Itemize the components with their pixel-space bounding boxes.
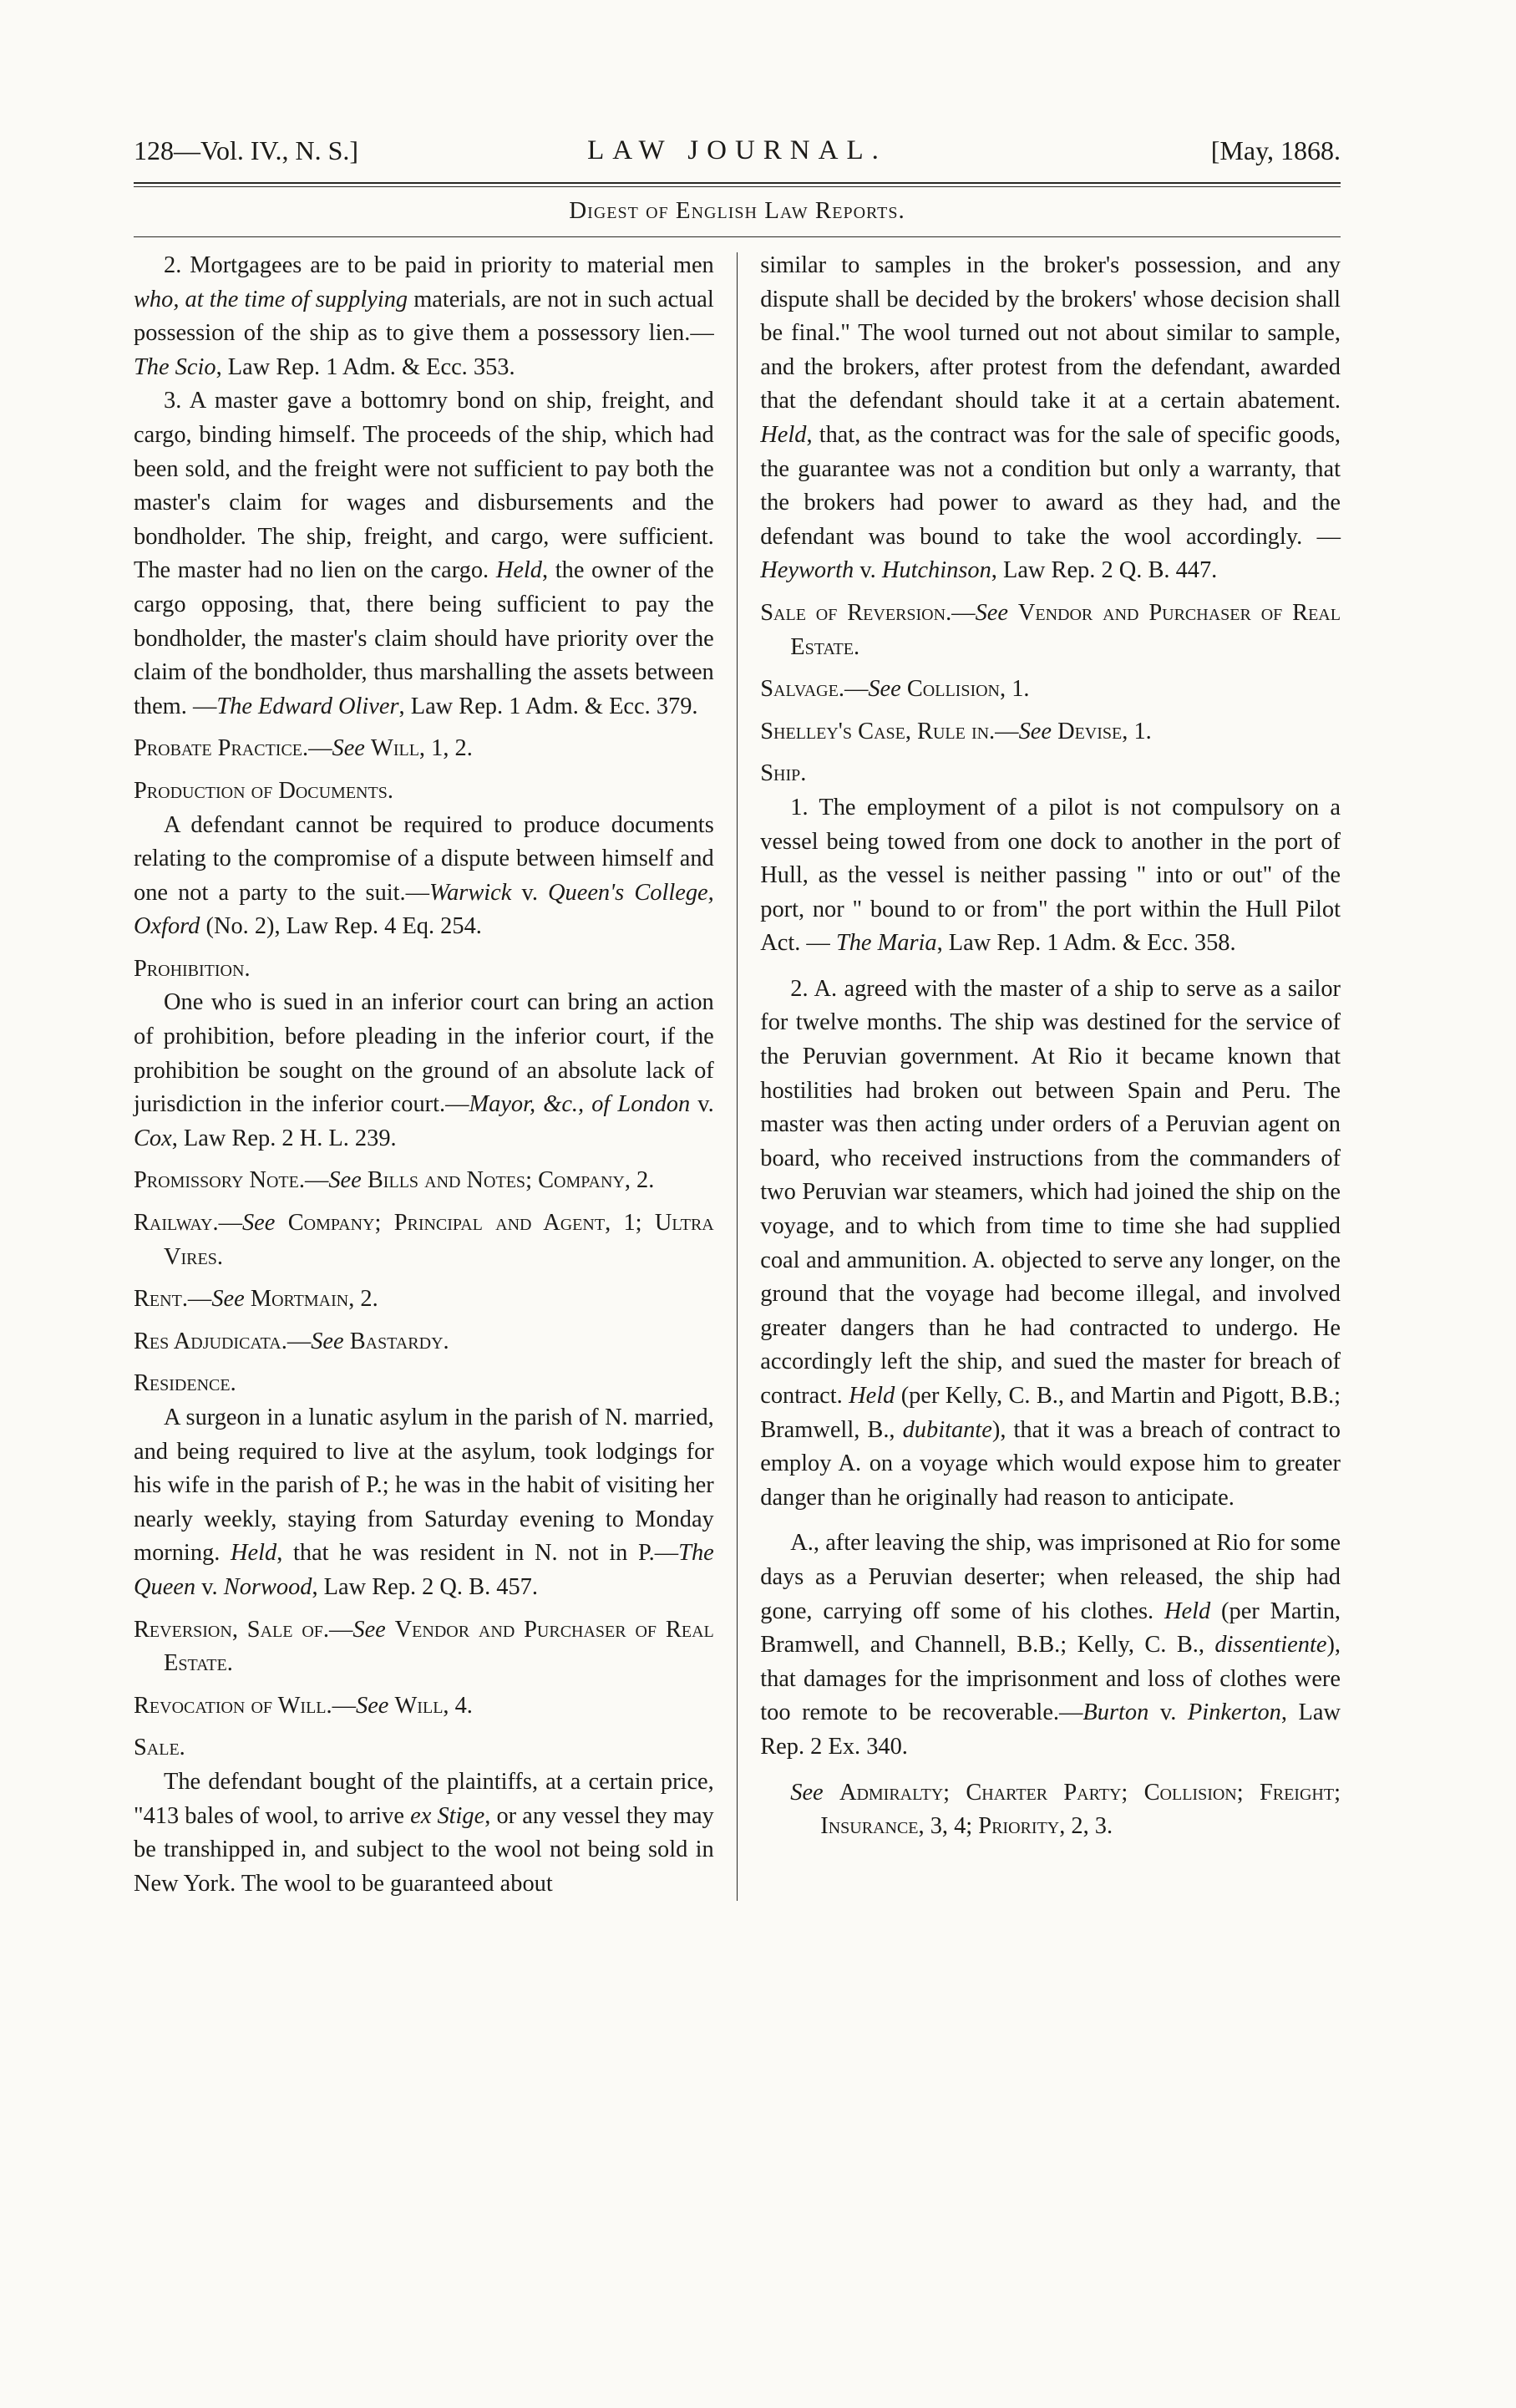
digest-entry: The defendant bought of the plaintiffs, at a certain price, "413 bales of wool, to arrive ex Stige, or any vessel they may be transhipped in, and subject to the wool not being sold in New York. The wool to be guaranteed about [134, 1768, 714, 1897]
right-column [738, 249, 1341, 1901]
cross-reference: See Admiralty; Charter Party; Collision; Freight; Insurance, 3, 4; Priority, 2, 3. [790, 1779, 1341, 1840]
digest-heading: Sale of Reversion.—See Vendor and Purchaser of Real Estate. [760, 599, 1341, 660]
section-title: Digest of English Law Reports. [569, 197, 905, 224]
journal-title: LAW JOURNAL. [587, 135, 887, 165]
digest-entry: A., after leaving the ship, was imprisoned at Rio for some days as a Peruvian deserter; when released, the ship had gone, carrying off some of his clothes. Held (per Martin, Bramwell, and Channell, B.B.; Kelly, C. B., dissentiente), that damages for the imprisonment and loss of clothes were too remote to be recoverable.—Burton v. Pinkerton, Law Rep. 2 Ex. 340. [760, 1530, 1341, 1760]
digest-heading: Reversion, Sale of.—See Vendor and Purchaser of Real Estate. [134, 1616, 714, 1677]
digest-entry: 3. A master gave a bottomry bond on ship, freight, and cargo, binding himself. The proceeds of the ship, which had been sold, and the freight were not sufficient to pay both the master's claim for wages and disbursements and the bondholder. The ship, freight, and cargo, were sufficient. The master had no lien on the cargo. Held, the owner of the cargo opposing, that, there being sufficient to pay the bondholder, the master's claim should have priority over the claim of the bondholder, thus marshalling the assets between them. —The Edward Oliver, Law Rep. 1 Adm. & Ecc. 379. [134, 388, 714, 719]
digest-heading: Res Adjudicata.—See Bastardy. [134, 1328, 449, 1354]
digest-heading: Shelley's Case, Rule in.—See Devise, 1. [760, 718, 1152, 744]
digest-heading: Revocation of Will.—See Will, 4. [134, 1692, 473, 1719]
issue-date: [May, 1868. [1210, 135, 1341, 165]
digest-heading: Production of Documents. [134, 777, 393, 804]
digest-entry: A surgeon in a lunatic asylum in the parish of N. married, and being required to live at the asylum, took lodgings for his wife in the parish of P.; he was in the habit of visiting her nearly weekly, staying from Saturday evening to Monday morning. Held, that he was resident in N. not in P.—The Queen v. Norwood, Law Rep. 2 Q. B. 457. [134, 1405, 714, 1600]
digest-entry: 2. A. agreed with the master of a ship to serve as a sailor for twelve months. The ship was destined for the service of the Peruvian government. At Rio it became known that hostilities had broken out between Spain and Peru. The master was then acting under orders of a Peruvian agent on board, who received instructions from the commanders of two Peruvian war steamers, which had joined the ship on the voyage, and to which from time to time she had supplied coal and ammunition. A. objected to serve any longer, on the ground that the voyage had become illegal, and involved greater dangers than he had contracted to undergo. He accordingly left the ship, and sued the master for breach of contract. Held (per Kelly, C. B., and Martin and Pigott, B.B.; Bramwell, B., dubitante), that it was a breach of contract to employ A. on a voyage which would expose him to greater danger than he originally had reason to anticipate. [760, 975, 1341, 1511]
journal-page [134, 125, 1341, 2365]
digest-heading: Prohibition. [134, 955, 251, 982]
digest-heading: Promissory Note.—See Bills and Notes; Company, 2. [134, 1167, 655, 1194]
digest-heading: Probate Practice.—See Will, 1, 2. [134, 735, 473, 762]
digest-entry: 2. Mortgagees are to be paid in priority to material men who, at the time of supplying materials, are not in such actual possession of the ship as to give them a possessory lien.—The Scio, Law Rep. 1 Adm. & Ecc. 353. [134, 252, 714, 380]
section-rule [134, 236, 1341, 237]
digest-heading: Railway.—See Company; Principal and Agent, 1; Ultra Vires. [134, 1210, 714, 1270]
digest-heading: Residence. [134, 1370, 236, 1397]
left-column [134, 249, 737, 1901]
running-header [134, 125, 1341, 175]
digest-entry: 1. The employment of a pilot is not compulsory on a vessel being towed from one dock to another in the port of Hull, as the vessel is neither passing " into or out" of the port, nor " bound to or from" the port within the Hull Pilot Act. — The Maria, Law Rep. 1 Adm. & Ecc. 358. [760, 794, 1341, 957]
digest-heading: Salvage.—See Collision, 1. [760, 676, 1030, 703]
digest-heading: Rent.—See Mortmain, 2. [134, 1286, 378, 1313]
digest-entry: similar to samples in the broker's possession, and any dispute shall be decided by the brokers' whose decision shall be final." The wool turned out not about similar to sample, and the brokers, after protest from the defendant, awarded that the defendant should take it at a certain abatement. Held, that, as the contract was for the sale of specific goods, the guarantee was not a condition but only a warranty, that the brokers had power to award as they had, and the defendant was bound to take the wool accordingly. — Heyworth v. Hutchinson, Law Rep. 2 Q. B. 447. [760, 252, 1341, 584]
digest-entry: A defendant cannot be required to produce documents relating to the compromise of a dispute between himself and one not a party to the suit.—Warwick v. Queen's College, Oxford (No. 2), Law Rep. 4 Eq. 254. [134, 811, 714, 940]
digest-entry: One who is sued in an inferior court can bring an action of prohibition, before pleading in the inferior court, if the prohibition be sought on the ground of an absolute lack of jurisdiction in the inferior court.—Mayor, &c., of London v. Cox, Law Rep. 2 H. L. 239. [134, 989, 714, 1151]
page-volume-label: 128—Vol. IV., N. S.] [134, 135, 359, 165]
digest-heading: Ship. [760, 760, 807, 787]
digest-heading: Sale. [134, 1735, 185, 1761]
text-columns [134, 249, 1341, 1901]
